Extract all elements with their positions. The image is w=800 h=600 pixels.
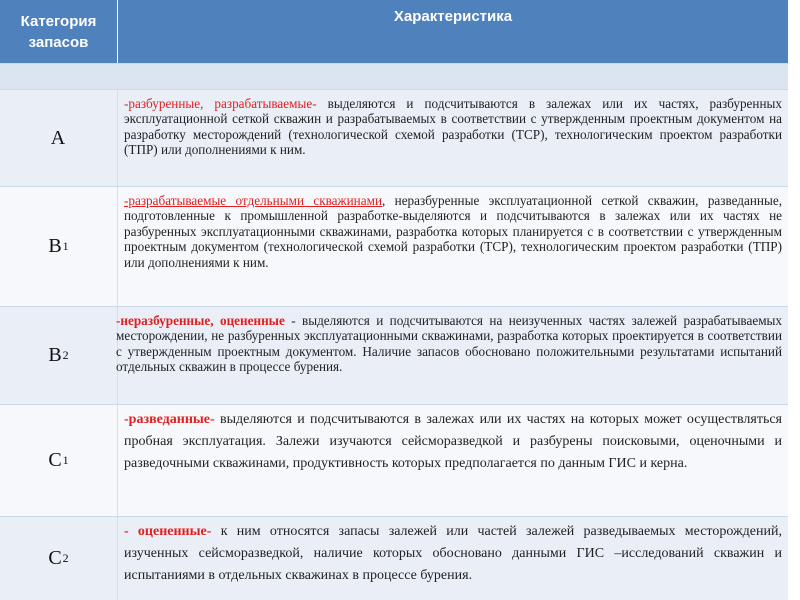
description-cell	[124, 90, 782, 158]
highlight-term: - оцененные-	[124, 524, 212, 539]
category-cell	[0, 307, 118, 404]
description-text: к ним относятся запасы залежей или частей залежей разведываемых месторождений, изученных сейсморазведкой, наличие которых обосновано данными ГИС –исследований скважин и испытаниями в отдельных скважинах в процессе бурения.	[124, 524, 782, 583]
category-subscript: 2	[62, 348, 69, 362]
table-header-row	[0, 0, 788, 64]
description-text: - выделяются и подсчитываются на неизученных частях залежей разрабатываемых месторождении, не разбуренных эксплуатационными скважинами, разработка которых проектируется в соответствии с утвержденным проектным документом. Наличие запасов обосновано положительными результатами испытаний отдельных скважин в процессе бурения.	[116, 313, 782, 375]
highlight-term: -разбуренные, разрабатываемые-	[124, 96, 317, 111]
category-letter: C	[48, 449, 62, 471]
table-row-c2	[0, 517, 788, 600]
highlight-term: -неразбуренные, оцененные	[116, 313, 285, 328]
category-cell	[0, 187, 118, 306]
category-cell	[0, 90, 118, 186]
category-letter: B	[48, 344, 62, 366]
category-subscript: 1	[62, 453, 69, 467]
empty-row	[0, 64, 788, 90]
category-cell	[0, 405, 118, 516]
description-cell	[124, 405, 782, 475]
category-subscript: 2	[62, 551, 69, 565]
header-category: Категория запасов	[0, 0, 118, 63]
description-text: выделяются и подсчитываются в залежах или их частях, разбуренных эксплуатационной сеткой скважин и разрабатываемых в соответствии с утвержденным проектным документом на разработку месторождений (технологической схемой разработки (ТСР), технологическим проектом разработки (ТПР) или дополнениями к ним.	[124, 96, 782, 158]
category-cell	[0, 517, 118, 600]
description-text: , неразбуренные эксплуатационной сеткой скважин, разведанные, подготовленные к промышленной разработке-выделяются и подсчитываются в залежах или их частях не разбуренных эксплуатационными скважинами, разработка которых планируется с в соответствии с утвержденным проектным документом (технологической схемой разработки (ТСР), технологическим проектом разработки (ТПР) или дополнениями к ним.	[124, 193, 782, 270]
highlight-term: -разрабатываемые отдельными скважинами	[124, 193, 382, 208]
category-letter: B	[48, 235, 62, 257]
description-cell	[124, 517, 782, 587]
category-subscript: 1	[62, 239, 69, 253]
category-letter: A	[50, 126, 66, 149]
table-row-b2	[0, 307, 788, 405]
description-text: выделяются и подсчитываются в залежах или их частях на которых может осуществляться пробная эксплуатация. Залежи изучаются сейсморазведкой и разбурены поисковыми, оценочными и разведочными скважинами, продуктивность которых предполагается по данным ГИС и керна.	[124, 412, 782, 471]
category-letter: C	[48, 547, 62, 569]
table-row-a	[0, 90, 788, 187]
description-cell	[124, 187, 782, 270]
table-row-b1	[0, 187, 788, 307]
highlight-term: -разведанные-	[124, 412, 215, 427]
header-characteristic: Характеристика	[393, 8, 513, 25]
table-row-c1	[0, 405, 788, 517]
description-cell	[116, 307, 782, 375]
